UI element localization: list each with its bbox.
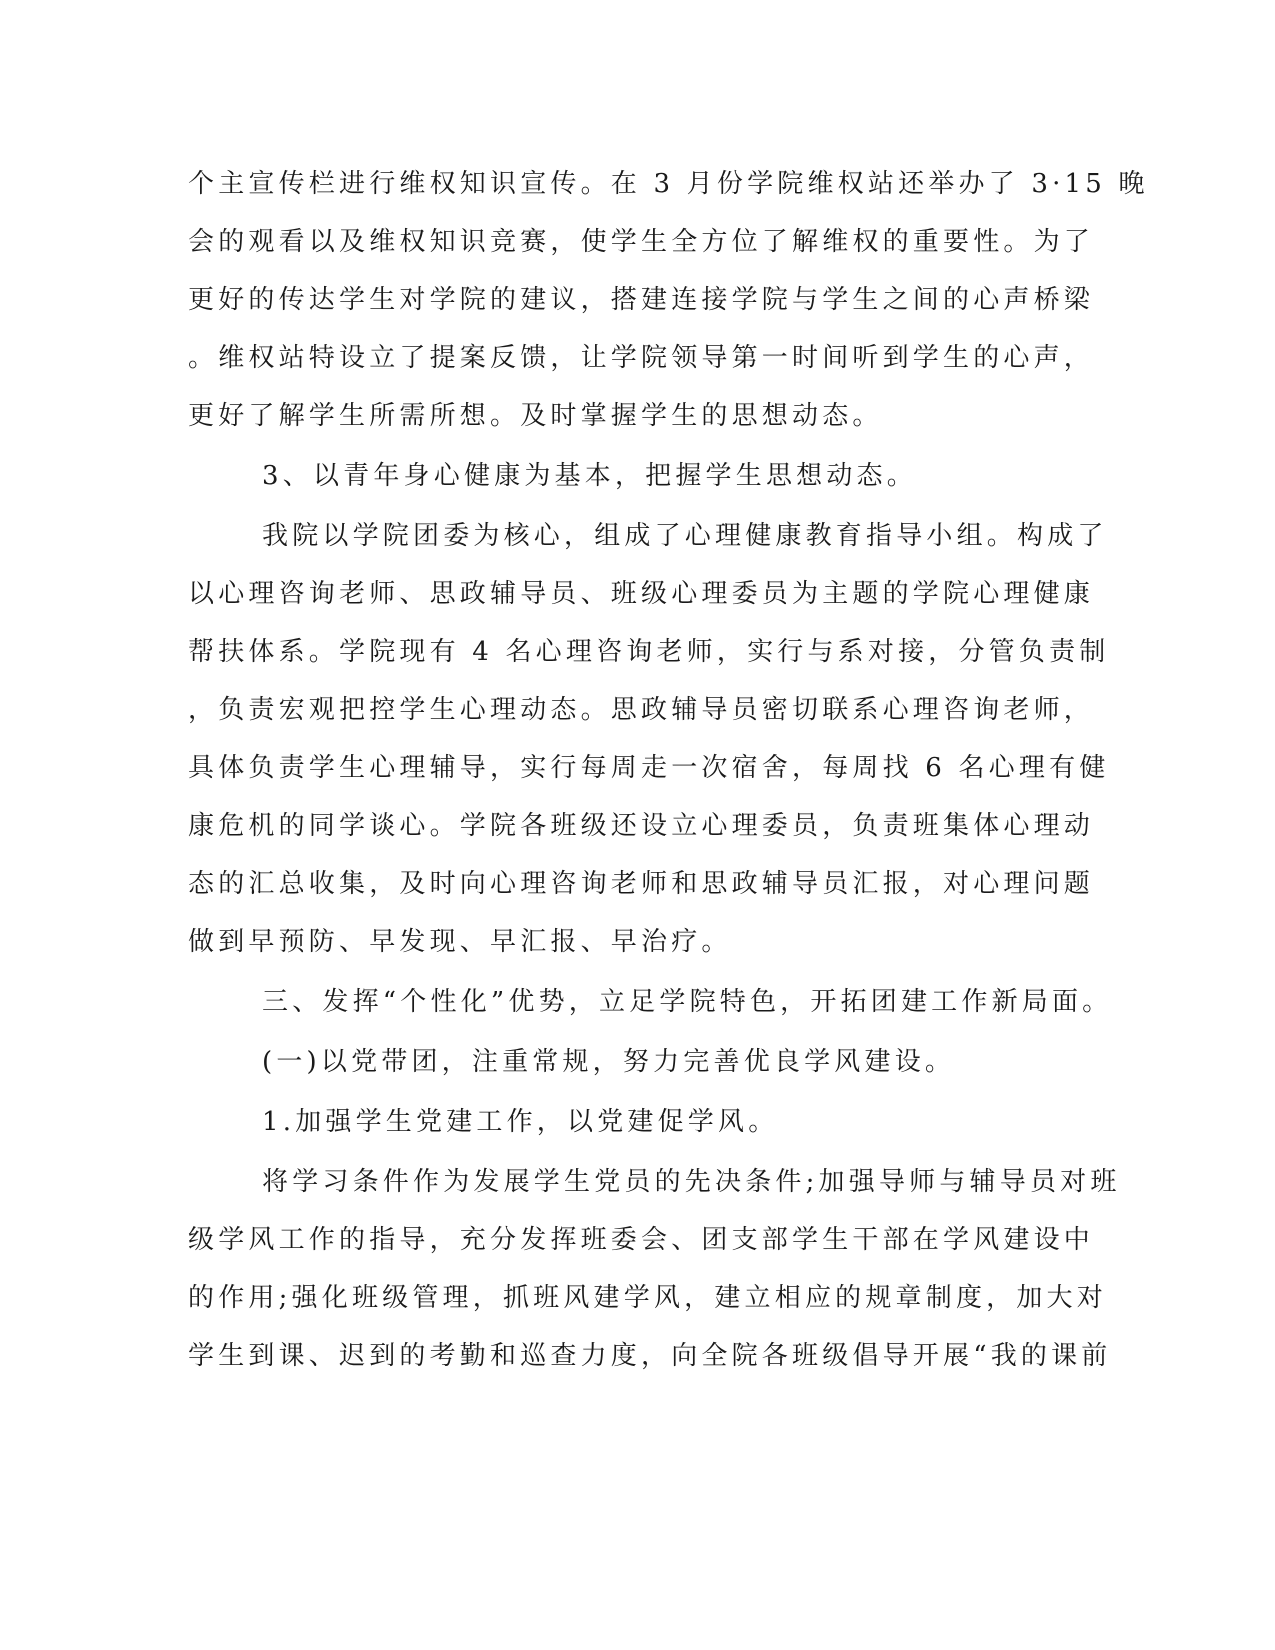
- text-line: 我院以学院团委为核心，组成了心理健康教育指导小组。构成了: [262, 521, 1108, 551]
- text-line: 帮扶体系。学院现有 4 名心理咨询老师，实行与系对接，分管负责制: [188, 637, 1110, 667]
- section-heading: 3、以青年身心健康为基本，把握学生思想动态。: [262, 461, 917, 491]
- text-line: 做到早预防、早发现、早汇报、早治疗。: [188, 927, 732, 957]
- text-line: 具体负责学生心理辅导，实行每周走一次宿舍，每周找 6 名心理有健: [188, 753, 1110, 783]
- text-line: 。维权站特设立了提案反馈，让学院领导第一时间听到学生的心声，: [188, 343, 1095, 373]
- text-line: 将学习条件作为发展学生党员的先决条件;加强导师与辅导员对班: [262, 1167, 1121, 1197]
- text-line: ，负责宏观把控学生心理动态。思政辅导员密切联系心理咨询老师，: [188, 695, 1095, 725]
- section-heading: 三、发挥“个性化”优势，立足学院特色，开拓团建工作新局面。: [262, 987, 1113, 1017]
- text-line: 级学风工作的指导，充分发挥班委会、团支部学生干部在学风建设中: [188, 1225, 1095, 1255]
- subsection-heading: 1.加强学生党建工作，以党建促学风。: [262, 1107, 779, 1137]
- text-line: 个主宣传栏进行维权知识宣传。在 3 月份学院维权站还举办了 3·15 晚: [188, 169, 1149, 199]
- text-line: 以心理咨询老师、思政辅导员、班级心理委员为主题的学院心理健康: [188, 579, 1095, 609]
- text-line: 更好了解学生所需所想。及时掌握学生的思想动态。: [188, 401, 883, 431]
- text-line: 态的汇总收集，及时向心理咨询老师和思政辅导员汇报，对心理问题: [188, 869, 1095, 899]
- text-line: 学生到课、迟到的考勤和巡查力度，向全院各班级倡导开展“我的课前: [188, 1341, 1112, 1371]
- text-line: 康危机的同学谈心。学院各班级还设立心理委员，负责班集体心理动: [188, 811, 1095, 841]
- text-line: 会的观看以及维权知识竞赛，使学生全方位了解维权的重要性。为了: [188, 227, 1095, 257]
- subsection-heading: (一)以党带团，注重常规，努力完善优良学风建设。: [262, 1047, 956, 1077]
- text-line: 更好的传达学生对学院的建议，搭建连接学院与学生之间的心声桥梁: [188, 285, 1095, 315]
- text-line: 的作用;强化班级管理，抓班风建学风，建立相应的规章制度，加大对: [188, 1283, 1107, 1313]
